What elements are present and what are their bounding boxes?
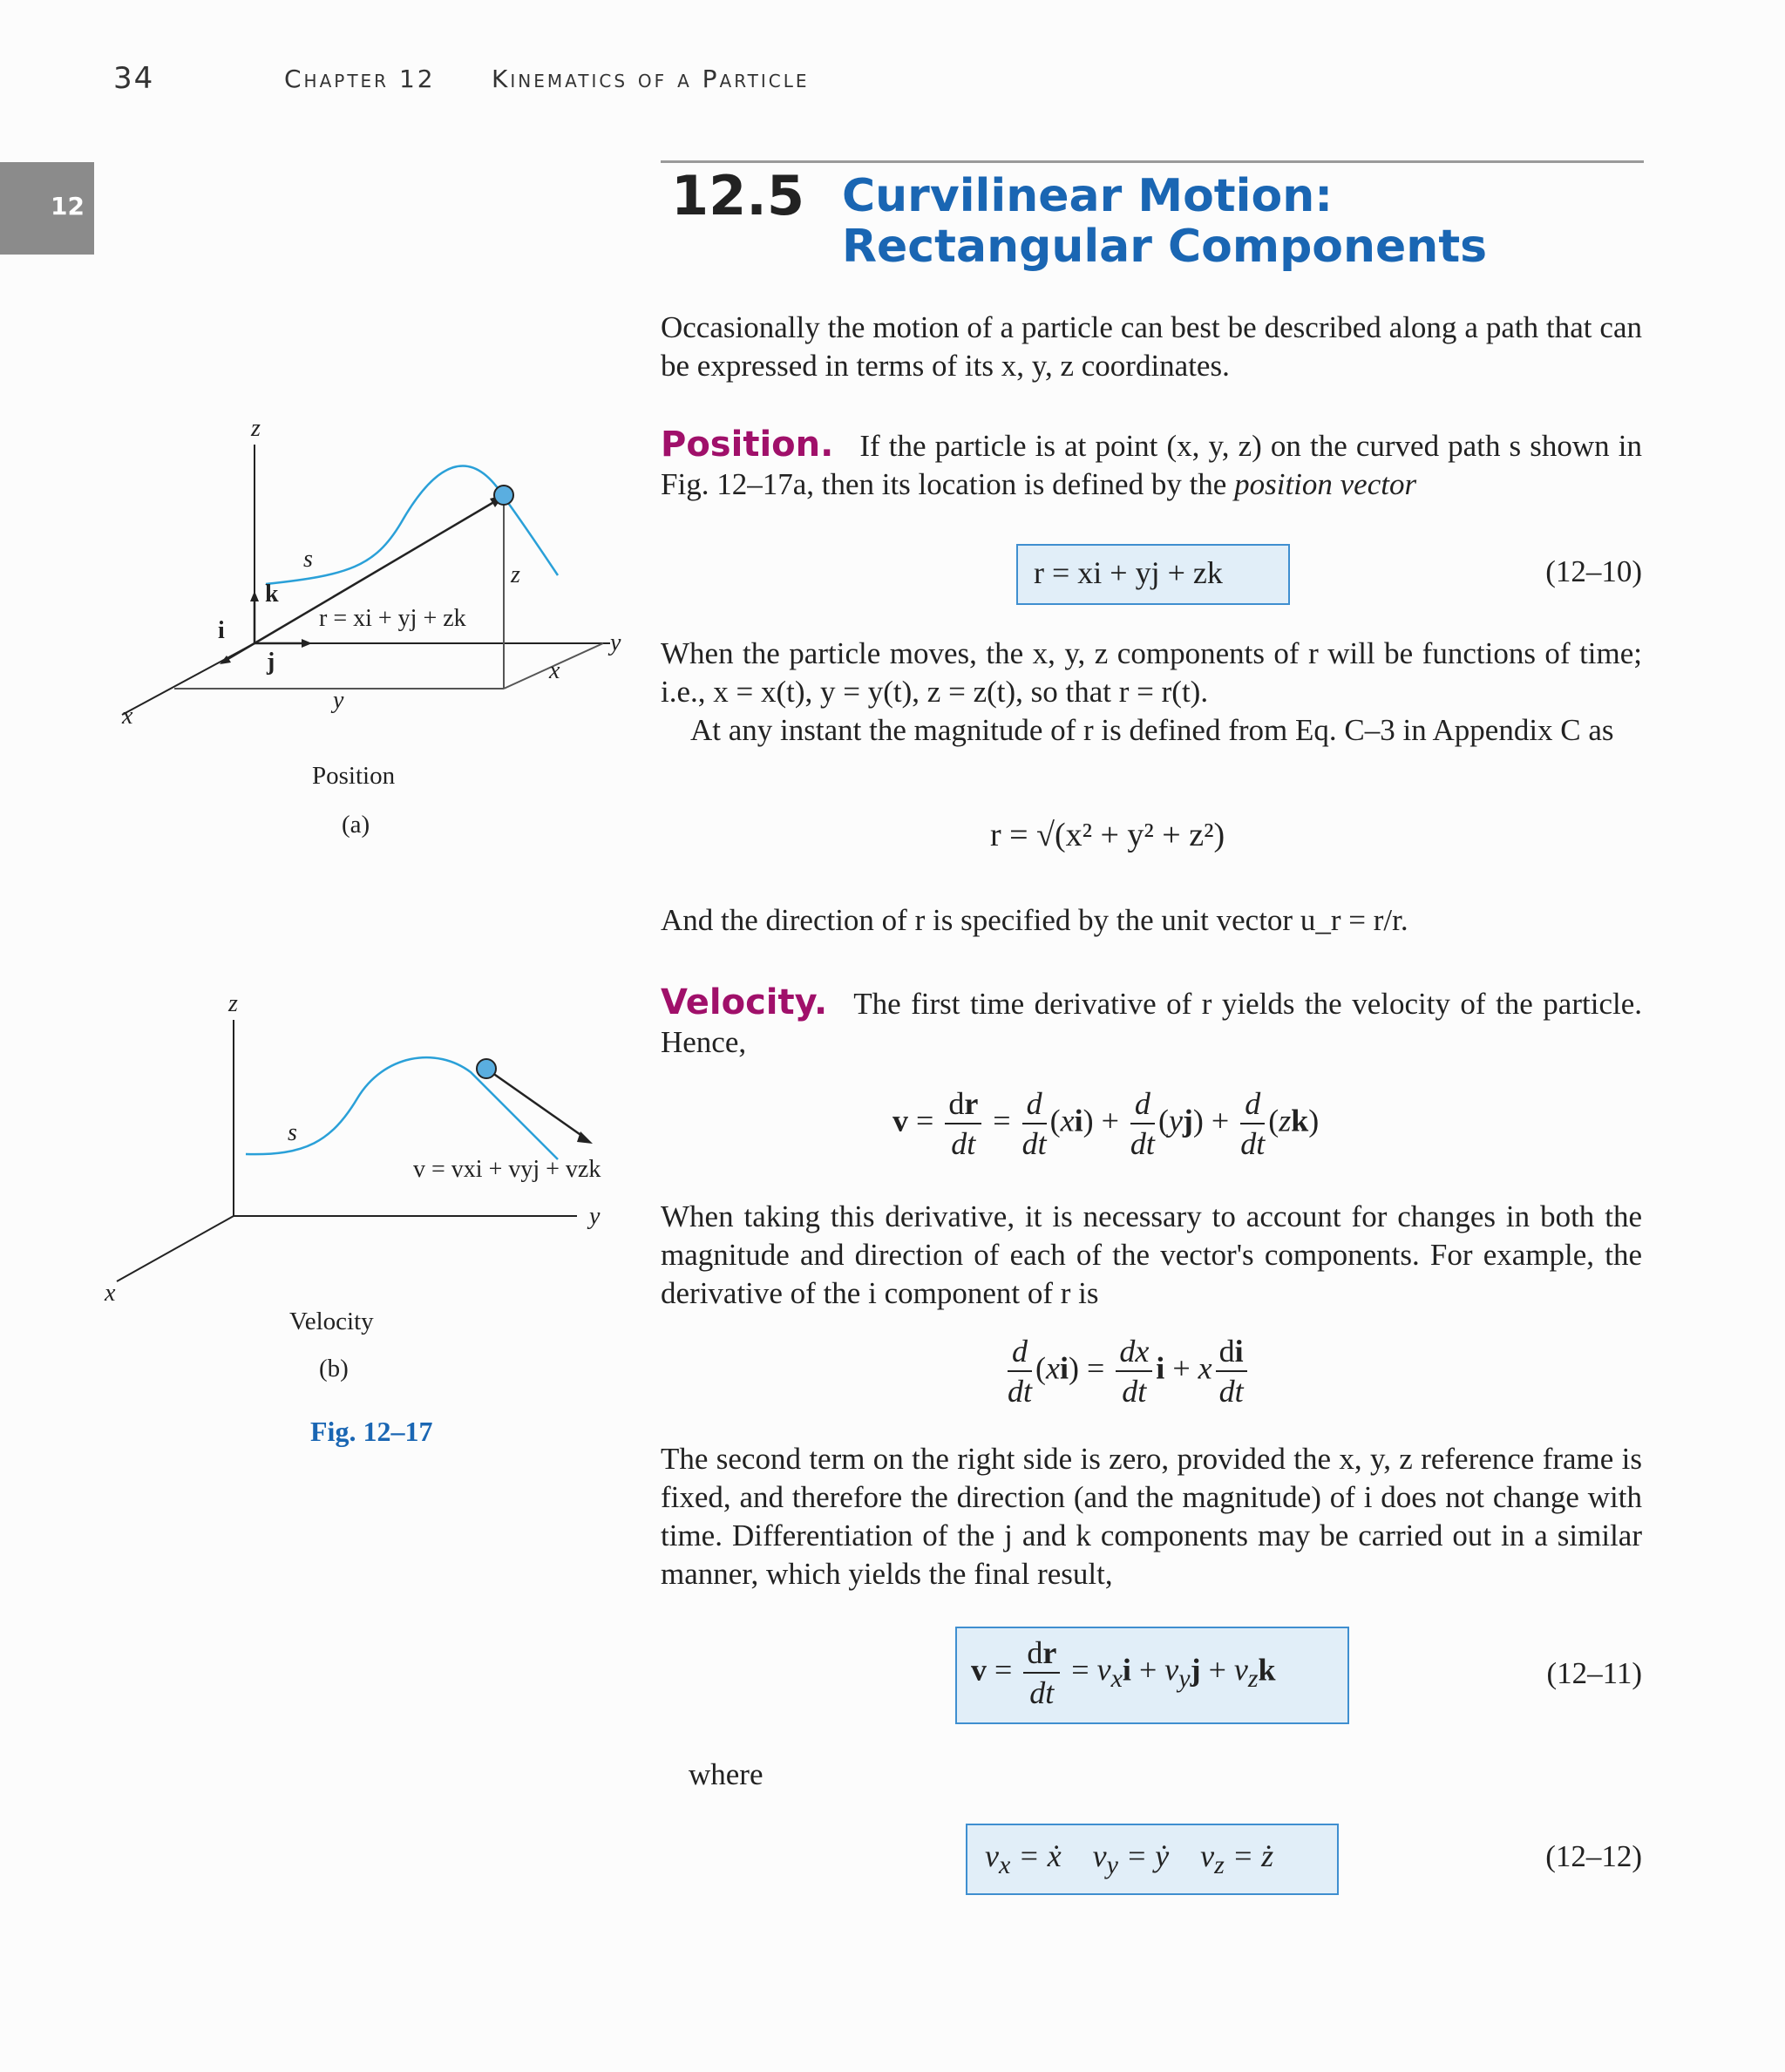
figure-b-label: (b) bbox=[319, 1355, 349, 1382]
svg-text:s: s bbox=[303, 546, 313, 573]
intro-paragraph: Occasionally the motion of a particle can best be described along a path that can be expressed in terms of its x, y, z coordinates. bbox=[661, 310, 1642, 383]
position-paragraph-3: At any instant the magnitude of r is defined from Eq. C–3 in Appendix C as bbox=[690, 713, 1614, 747]
svg-text:x: x bbox=[549, 657, 560, 684]
equation-box-12-10 bbox=[1016, 544, 1290, 605]
equation-number-12-12: (12–12) bbox=[1545, 1839, 1642, 1873]
equation-12-10: r = xi + yj + zk bbox=[1034, 555, 1223, 590]
equation-12-12: $v_x$ = ẋ $v_y$ = ẏ $v_z$ = ż bbox=[985, 1838, 1274, 1880]
particle bbox=[494, 486, 513, 505]
equation-number-12-10: (12–10) bbox=[1545, 554, 1642, 588]
chapter-tab-label: 12 bbox=[51, 192, 85, 221]
figure-velocity-diagram bbox=[87, 976, 645, 1308]
velocity-paragraph-3: The second term on the right side is zero, provided the x, y, z reference frame is fixed, and therefore the direction (and the magnitude) of i does not change with time. Differentiation of the j and k components may be carried out in a similar manner, which yields the final result, bbox=[661, 1442, 1642, 1591]
v-vector-label: v = vxi + vyj + vzk bbox=[413, 1156, 601, 1183]
position-text: If the particle is at point (x, y, z) on the curved path s shown in Fig. 12–17a, then its location is defined by the bbox=[661, 429, 1642, 501]
svg-text:z: z bbox=[251, 415, 261, 442]
magnitude-equation: r = √(x² + y² + z²) bbox=[990, 817, 1225, 853]
velocity-paragraph bbox=[661, 983, 1642, 1062]
equation-box-12-12 bbox=[966, 1824, 1339, 1895]
chapter-tab bbox=[0, 162, 94, 255]
figure-caption: Fig. 12–17 bbox=[310, 1416, 433, 1447]
running-head-chapter: Chapter 12 bbox=[284, 65, 436, 93]
figure-b-title: Velocity bbox=[289, 1308, 374, 1335]
i-component-derivative-equation: $\frac{d}{dt}$ (xi) = $\frac{dx}{dt}$ i + x $\frac{di}{dt}$ bbox=[1004, 1332, 1251, 1410]
velocity-derivative-equation: v = $\frac{dr}{dt}$ = $\frac{d}{dt}$ (xi) + $\frac{d}{dt}$ (yj) + $\frac{d}{dt}$ (zk) bbox=[892, 1086, 1320, 1161]
velocity-heading: Velocity. bbox=[661, 982, 828, 1022]
equation-box-12-11 bbox=[955, 1627, 1349, 1724]
figure-a-label: (a) bbox=[342, 811, 370, 839]
figure-a-title: Position bbox=[312, 762, 396, 790]
svg-text:s: s bbox=[288, 1119, 297, 1146]
section-number: 12.5 bbox=[671, 164, 804, 228]
svg-text:y: y bbox=[610, 629, 621, 656]
running-head-title: Kinematics of a Particle bbox=[492, 65, 810, 93]
position-vector-term: position vector bbox=[1234, 467, 1417, 501]
section-rule bbox=[661, 160, 1644, 163]
page-number: 34 bbox=[113, 61, 155, 96]
equation-12-11: v = $\frac{dr}{dt}$ = $v_xi + v_yj + v_zk$ bbox=[971, 1635, 1276, 1710]
where-text: where bbox=[689, 1757, 764, 1791]
position-heading: Position. bbox=[661, 425, 834, 465]
svg-text:y: y bbox=[333, 687, 344, 714]
svg-text:z: z bbox=[228, 990, 238, 1017]
velocity-text: The first time derivative of r yields the velocity of the particle. Hence, bbox=[661, 987, 1642, 1059]
velocity-paragraph-2: When taking this derivative, it is necessary to account for changes in both the magnitude and direction of each of the vector's components. For example, the derivative of the i component of r is bbox=[661, 1199, 1642, 1310]
svg-text:i: i bbox=[218, 617, 225, 644]
svg-text:j: j bbox=[267, 649, 275, 676]
svg-text:k: k bbox=[265, 581, 279, 608]
position-paragraph bbox=[661, 425, 1642, 504]
position-paragraph-2: When the particle moves, the x, y, z components of r will be functions of time; i.e., x = x(t), y = y(t), z = z(t), so that r = r(t). bbox=[661, 636, 1642, 709]
particle bbox=[477, 1059, 496, 1078]
r-vector-label: r = xi + yj + zk bbox=[319, 605, 466, 632]
svg-text:x: x bbox=[122, 703, 133, 730]
equation-number-12-11: (12–11) bbox=[1546, 1656, 1642, 1690]
svg-text:y: y bbox=[589, 1203, 601, 1230]
svg-text:z: z bbox=[511, 561, 520, 588]
section-title: Curvilinear Motion: Rectangular Components bbox=[842, 170, 1488, 273]
position-paragraph-4: And the direction of r is specified by the unit vector u_r = r/r. bbox=[661, 903, 1408, 937]
svg-text:x: x bbox=[105, 1280, 116, 1307]
figure-position-diagram bbox=[87, 410, 645, 758]
